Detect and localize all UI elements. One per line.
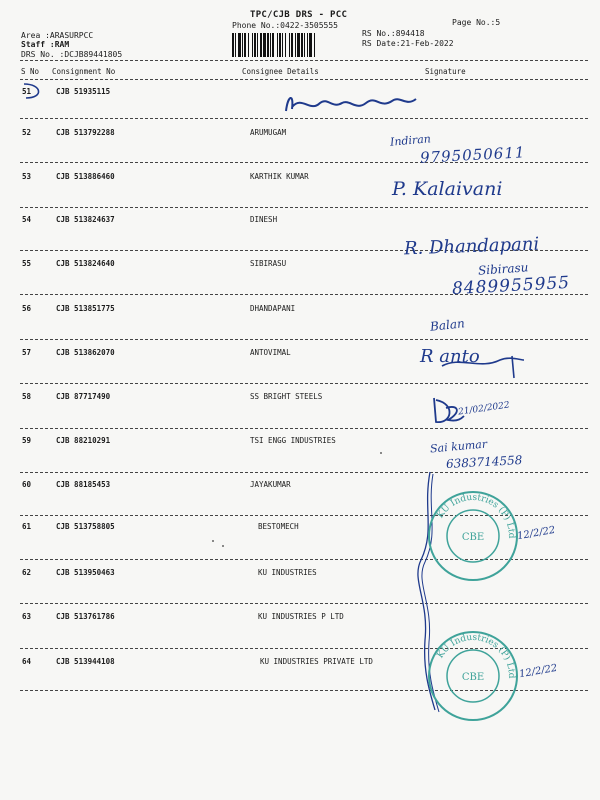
row-sno: 54 — [22, 215, 32, 224]
barcode-bar — [263, 33, 266, 57]
row-divider — [20, 472, 588, 473]
row-consignee: KU INDUSTRIES PRIVATE LTD — [260, 657, 373, 666]
row-consignee: KARTHIK KUMAR — [250, 172, 309, 181]
drs-number: DRS No. :DCJB89441805 — [21, 50, 123, 59]
row-consignee: ANTOVIMAL — [250, 348, 291, 357]
row-consignee: DHANDAPANI — [250, 304, 296, 313]
row-sno: 59 — [22, 436, 32, 445]
barcode-bar — [235, 33, 236, 57]
signature-53: P. Kalaivani — [392, 178, 503, 200]
signature-52-phone: 9795050611 — [419, 143, 526, 167]
barcode-bar — [252, 33, 253, 57]
barcode-bar — [248, 33, 249, 57]
row-sno: 61 — [22, 522, 32, 531]
barcode-bar — [257, 33, 258, 57]
row-consignment-no: CJB 513792288 — [56, 128, 115, 137]
signature-64-date: 12/2/22 — [518, 662, 559, 681]
column-divider — [20, 79, 588, 80]
row-divider — [20, 428, 588, 429]
staff-label: Staff :RAM — [21, 40, 70, 49]
signature-52-name: Indiran — [389, 132, 432, 149]
stamp-1-center: CBE — [461, 532, 485, 543]
signature-59-phone: 6383714558 — [445, 453, 523, 471]
row-consignee: SS BRIGHT STEELS — [250, 392, 323, 401]
row-divider — [20, 207, 588, 208]
row-consignment-no: CJB 513824640 — [56, 259, 115, 268]
signature-59-name: Sai kumar — [429, 437, 488, 456]
barcode-bar — [232, 33, 234, 57]
row-consignment-no: CJB 88210291 — [56, 436, 111, 445]
row-sno: 51 — [22, 87, 32, 96]
row-consignment-no: CJB 513851775 — [56, 304, 115, 313]
row-consignment-no: CJB 51935115 — [56, 87, 111, 96]
signature-51-text: Nesereulur — [370, 97, 376, 98]
row-consignment-no: CJB 513944108 — [56, 657, 115, 666]
barcode-bar — [307, 33, 308, 57]
signature-51 — [280, 85, 440, 120]
row-sno: 62 — [22, 568, 32, 577]
barcode-bar — [279, 33, 281, 57]
row-sno: 60 — [22, 480, 32, 489]
rs-number: RS No.:894418 — [362, 29, 425, 38]
row-consignee: KU INDUSTRIES — [258, 568, 317, 577]
row-divider — [20, 383, 588, 384]
row-sno: 55 — [22, 259, 32, 268]
row-consignment-no: CJB 513862070 — [56, 348, 115, 357]
row-consignment-no: CJB 513886460 — [56, 172, 115, 181]
row-consignment-no: CJB 513824637 — [56, 215, 115, 224]
barcode — [230, 32, 356, 58]
barcode-bar — [314, 33, 315, 57]
row-sno: 63 — [22, 612, 32, 621]
stamp-2-ring-text: KU Industries (P) Ltd — [435, 632, 517, 679]
signature-58-date: 21/02/2022 — [457, 400, 511, 418]
page-number: Page No.:5 — [452, 18, 501, 27]
col-header-sno: S No — [21, 67, 40, 76]
row-consignee: JAYAKUMAR — [250, 480, 291, 489]
row-consignment-no: CJB 513758805 — [56, 522, 115, 531]
row-consignee: TSI ENGG INDUSTRIES — [250, 436, 336, 445]
row-sno: 53 — [22, 172, 32, 181]
barcode-bar — [272, 33, 274, 57]
row-divider — [20, 603, 588, 604]
scan-speck — [380, 452, 382, 454]
row-sno: 52 — [22, 128, 32, 137]
phone-number: Phone No.:0422-3505555 — [232, 21, 338, 30]
barcode-bar — [254, 33, 256, 57]
scan-speck — [222, 545, 224, 547]
barcode-bar — [291, 33, 293, 57]
barcode-bar — [267, 33, 269, 57]
signature-57-stroke — [440, 352, 530, 382]
barcode-bar — [297, 33, 300, 57]
row-sno: 58 — [22, 392, 32, 401]
row-consignment-no: CJB 513761786 — [56, 612, 115, 621]
signature-57: R anto — [420, 346, 480, 367]
row-consignee: SIBIRASU — [250, 259, 287, 268]
signature-54: R. Dhandapani — [403, 233, 540, 260]
stamp-1-ring-text: KU Industries (P) Ltd — [435, 492, 517, 539]
barcode-bar — [238, 33, 241, 57]
col-header-signature: Signature — [425, 67, 466, 76]
row-consignment-no: CJB 87717490 — [56, 392, 111, 401]
row-consignee: BESTOMECH — [258, 522, 299, 531]
row-consignment-no: CJB 513950463 — [56, 568, 115, 577]
rs-date: RS Date:21-Feb-2022 — [362, 39, 454, 48]
barcode-bar — [295, 33, 296, 57]
row-consignment-no: CJB 88185453 — [56, 480, 111, 489]
barcode-bar — [277, 33, 278, 57]
row-consignee: KU INDUSTRIES P LTD — [258, 612, 344, 621]
barcode-bar — [289, 33, 290, 57]
signature-55-phone: 8489955955 — [451, 272, 571, 300]
barcode-bar — [309, 33, 312, 57]
tick-mark — [20, 80, 54, 102]
company-stamp-2 — [425, 628, 521, 724]
barcode-bar — [260, 33, 262, 57]
col-header-consignment: Consignment No — [52, 67, 116, 76]
barcode-bar — [285, 33, 286, 57]
barcode-bar — [270, 33, 271, 57]
row-sno: 64 — [22, 657, 32, 666]
company-stamp-1 — [425, 488, 521, 584]
area-label: Area :ARASURPCC — [21, 31, 94, 40]
barcode-bar — [282, 33, 283, 57]
barcode-bar — [304, 33, 305, 57]
report-title: TPC/CJB DRS - PCC — [250, 10, 348, 20]
barcode-bar — [244, 33, 246, 57]
row-consignee: ARUMUGAM — [250, 128, 287, 137]
signature-61-date: 12/2/22 — [516, 524, 557, 543]
row-consignee: DINESH — [250, 215, 278, 224]
row-divider — [20, 339, 588, 340]
row-sno: 57 — [22, 348, 32, 357]
stamp-2-center: CBE — [461, 672, 485, 683]
barcode-bar — [242, 33, 243, 57]
signature-56: Balan — [429, 316, 466, 334]
row-sno: 56 — [22, 304, 32, 313]
signature-55-name: Sibirasu — [477, 260, 529, 278]
scan-speck — [212, 540, 214, 542]
header-divider — [20, 60, 588, 61]
barcode-bar — [301, 33, 303, 57]
col-header-consignee: Consignee Details — [242, 67, 319, 76]
